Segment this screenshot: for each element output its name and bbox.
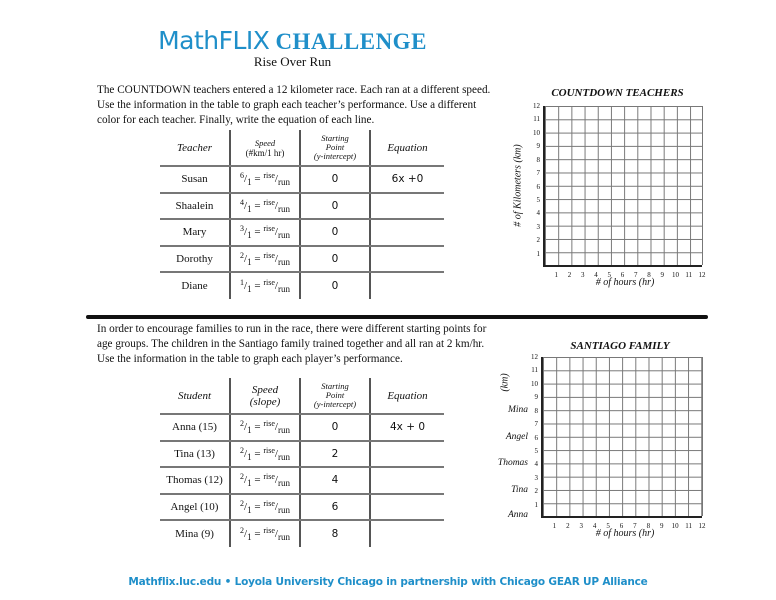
student-name: Thomas (12): [160, 467, 230, 494]
santiago-chart-title: SANTIAGO FAMILY: [570, 340, 670, 352]
challenge-title: CHALLENGE: [275, 29, 427, 54]
x-tick-label: 5: [606, 522, 610, 530]
y-tick-label: 3: [536, 222, 540, 231]
x-tick-label: 12: [698, 271, 706, 279]
table-row: [160, 467, 444, 494]
x-tick-label: 11: [685, 271, 693, 279]
y-tick-label: 2: [534, 487, 538, 496]
starting-point: 0: [300, 414, 370, 441]
table-row: [160, 193, 444, 220]
starting-point: 0: [300, 219, 370, 246]
header-speed: Speed (slope): [230, 378, 300, 414]
equation-cell[interactable]: [370, 520, 444, 547]
y-tick-label: 1: [534, 500, 538, 509]
teacher-name: Dorothy: [160, 246, 230, 273]
starting-point: 6: [300, 494, 370, 521]
starting-point: 8: [300, 520, 370, 547]
y-name-label: Anna: [507, 510, 528, 520]
header-equation: Equation: [370, 378, 444, 414]
starting-point: 0: [300, 246, 370, 273]
y-tick-label: 4: [534, 460, 538, 469]
x-tick-label: 6: [620, 271, 625, 279]
x-tick-label: 8: [646, 522, 651, 530]
y-tick-label: 7: [534, 420, 538, 429]
speed-fraction: $^1/_1 = ^{rise}/_{run}$: [230, 272, 300, 299]
speed-fraction: $^3/_1 = ^{rise}/_{run}$: [230, 219, 300, 246]
student-name: Angel (10): [160, 494, 230, 521]
y-tick-label: 10: [533, 128, 540, 137]
table-header-row: [160, 130, 444, 166]
santiago-instructions: In order to encourage families to run in the race, there were different starting points for age groups. The children in the Santiago family trained together and all ran at 2 km/hr. Use the information in the table to graph each player’s performance.: [97, 323, 487, 365]
y-tick-label: 8: [534, 406, 538, 415]
y-name-label: Tina: [511, 485, 528, 496]
teacher-name: Susan: [160, 166, 230, 193]
santiago-x-axis-label: # of hours (hr): [595, 528, 655, 539]
y-tick-label: 12: [531, 353, 538, 361]
equation-cell[interactable]: [370, 219, 444, 246]
teachers-instructions: The COUNTDOWN teachers entered a 12 kilometer race. Each ran at a different speed. Use the information in the table to graph each teacher’s performance. Use a different color for each teacher. Finally, write the equation of each line.: [97, 84, 491, 126]
santiago-grid[interactable]: [541, 357, 702, 518]
header-starting-point: Starting Point (y-intercept): [300, 130, 370, 166]
x-tick-label: 4: [592, 522, 597, 530]
countdown-grid[interactable]: [543, 106, 702, 267]
y-tick-label: 7: [536, 169, 540, 178]
x-tick-label: 9: [660, 522, 664, 530]
x-tick-label: 5: [607, 271, 611, 279]
header-equation: Equation: [370, 130, 444, 166]
teacher-name: Mary: [160, 219, 230, 246]
table-header-row: [160, 378, 444, 414]
x-tick-label: 1: [552, 522, 557, 530]
section-divider: [86, 315, 708, 319]
y-tick-label: 5: [534, 446, 538, 455]
equation-cell[interactable]: [370, 246, 444, 273]
y-name-label: Thomas: [497, 458, 528, 469]
speed-fraction: $^2/_1 = ^{rise}/_{run}$: [230, 246, 300, 273]
header-speed: Speed (#km/1 hr): [230, 130, 300, 166]
x-tick-label: 9: [660, 271, 664, 279]
table-row: [160, 520, 444, 547]
teacher-name: Shaalein: [160, 193, 230, 220]
y-tick-label: 2: [536, 236, 540, 245]
equation-cell[interactable]: [370, 441, 444, 468]
countdown-x-axis-label: # of hours (hr): [595, 277, 655, 288]
header-starting-point: Starting Point (y-intercept): [300, 378, 370, 414]
x-tick-label: 7: [634, 271, 638, 279]
x-tick-label: 10: [672, 271, 679, 279]
x-tick-label: 2: [566, 522, 570, 530]
starting-point: 0: [300, 166, 370, 193]
santiago-table: [160, 378, 444, 547]
equation-cell[interactable]: [370, 494, 444, 521]
y-tick-label: 11: [533, 115, 540, 124]
student-name: Mina (9): [175, 527, 214, 540]
x-tick-label: 2: [567, 271, 572, 279]
header-student: Student: [160, 378, 230, 414]
mathflix-logo: MathFLIX: [158, 26, 270, 55]
speed-fraction: $^4/_1 = ^{rise}/_{run}$: [230, 193, 300, 220]
starting-point: 0: [300, 272, 370, 299]
x-tick-label: 10: [671, 522, 679, 530]
x-tick-label: 3: [579, 522, 583, 530]
table-row: [160, 414, 444, 441]
speed-fraction: $^2/_1 = ^{rise}/_{run}$: [230, 414, 300, 441]
equation-cell[interactable]: [370, 193, 444, 220]
y-name-label: Mina: [507, 404, 528, 415]
y-tick-label: 9: [536, 142, 540, 151]
student-name: Anna (15): [160, 414, 230, 441]
y-tick-label: 3: [534, 473, 538, 482]
x-tick-label: 6: [619, 522, 624, 530]
footer-credit: Mathflix.luc.edu • Loyola University Chicago in partnership with Chicago GEAR UP Alliance: [128, 576, 648, 588]
table-row: [160, 272, 444, 299]
starting-point: 2: [300, 441, 370, 468]
student-name: Tina (13): [160, 441, 230, 468]
y-tick-label: 11: [531, 366, 538, 375]
table-row: [160, 246, 444, 273]
equation-cell[interactable]: 4x + 0: [370, 414, 444, 441]
x-tick-label: 11: [685, 522, 692, 530]
santiago-y-axis-label: (km): [499, 373, 511, 392]
page-subtitle: Rise Over Run: [253, 54, 332, 69]
speed-fraction: $^2/_1 = ^{rise}/_{run}$: [230, 494, 300, 521]
countdown-chart-title: COUNTDOWN TEACHERS: [551, 87, 684, 99]
y-tick-label: 12: [533, 102, 540, 110]
speed-fraction: $^2/_1 = ^{rise}/_{run}$: [230, 520, 300, 547]
y-tick-label: 9: [534, 393, 538, 402]
y-name-label: Angel: [505, 431, 528, 442]
x-tick-label: 7: [633, 522, 637, 530]
equation-cell[interactable]: [370, 467, 444, 494]
y-tick-label: 6: [536, 182, 540, 191]
y-tick-label: 6: [534, 433, 538, 442]
table-row: [160, 219, 444, 246]
speed-fraction: $^2/_1 = ^{rise}/_{run}$: [230, 441, 300, 468]
x-tick-label: 8: [647, 271, 651, 279]
y-tick-label: 8: [536, 155, 540, 164]
starting-point: 0: [300, 193, 370, 220]
speed-fraction: $^2/_1 = ^{rise}/_{run}$: [230, 467, 300, 494]
y-tick-label: 4: [536, 209, 540, 218]
mathflix-brand: [0, 26, 585, 55]
x-tick-label: 3: [581, 271, 585, 279]
teacher-name: Diane: [181, 279, 208, 292]
equation-cell[interactable]: 6x +0: [370, 166, 444, 193]
starting-point: 4: [300, 467, 370, 494]
teachers-table: [160, 130, 444, 299]
equation-cell[interactable]: [370, 272, 444, 299]
table-row: [160, 494, 444, 521]
y-tick-label: 10: [531, 379, 538, 388]
x-tick-label: 4: [594, 271, 598, 279]
countdown-y-axis-label: # of Kilometers (km): [512, 144, 524, 227]
x-tick-label: 12: [698, 522, 706, 530]
speed-fraction: $^6/_1 = ^{rise}/_{run}$: [230, 166, 300, 193]
header-teacher: Teacher: [160, 130, 230, 166]
table-row: [160, 166, 444, 193]
x-tick-label: 1: [554, 271, 558, 279]
y-tick-label: 5: [536, 195, 540, 204]
y-tick-label: 1: [536, 249, 540, 258]
table-row: [160, 441, 444, 468]
